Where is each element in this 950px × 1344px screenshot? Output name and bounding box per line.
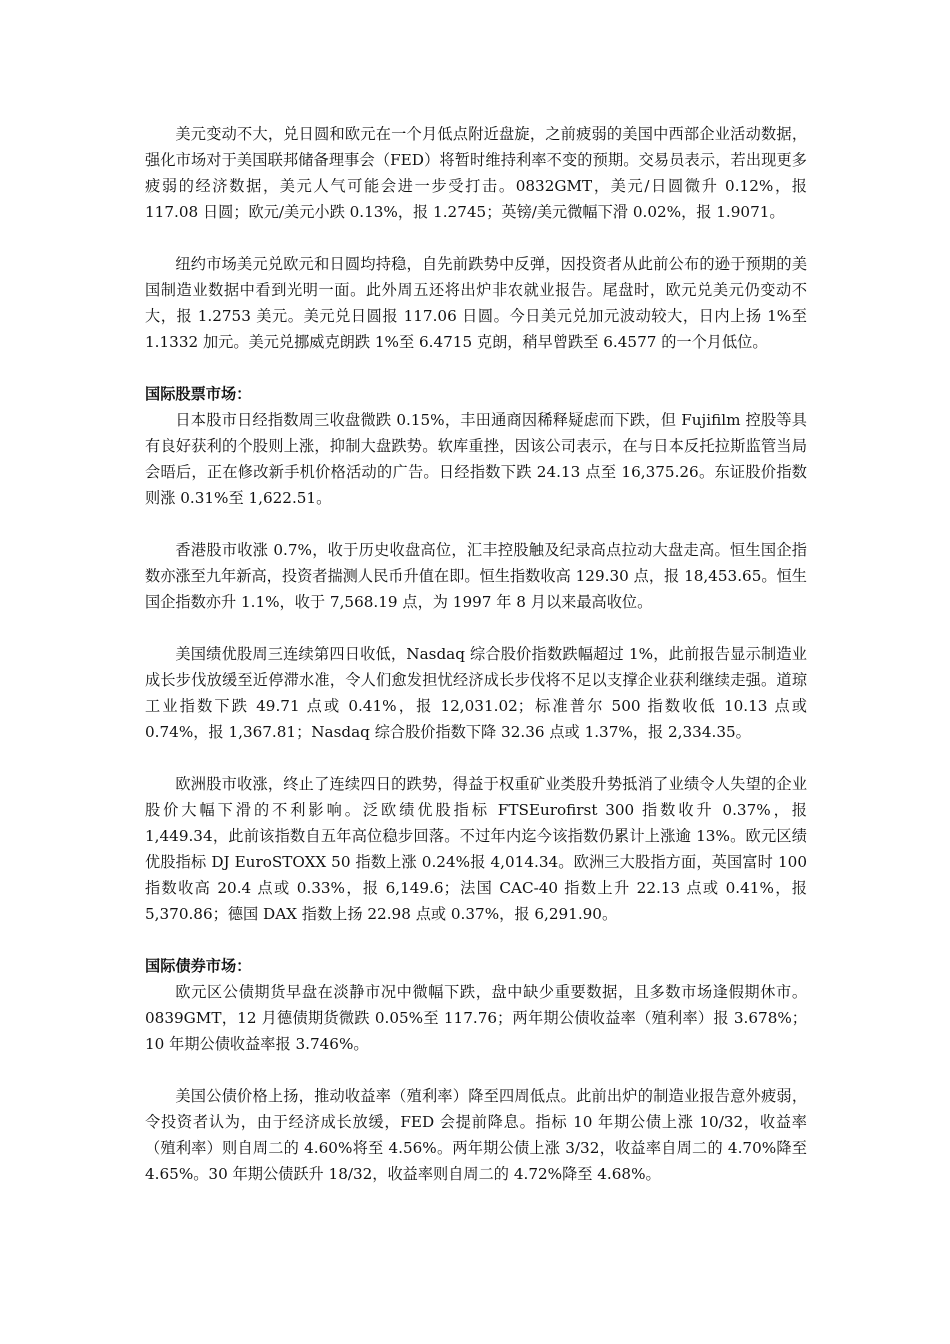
paragraph-fx-newyork: 纽约市场美元兑欧元和日圆均持稳，自先前跌势中反弹，因投资者从此前公布的逊于预期的美国制造业数据中看到光明一面。此外周五还将出炉非农就业报告。尾盘时，欧元兑美元仍变动不大，报 1.2753 美元。美元兑日圆报 117.06 日圆。今日美元兑加元波动较大，日内上扬 1%至 1.1332 加元。美元兑挪威克朗跌 1%至 6.4715 克朗，稍早曾跌至 6.4577 的一个月低位。: [145, 255, 807, 351]
paragraph-us-bonds: 美国公债价格上扬，推动收益率（殖利率）降至四周低点。此前出炉的制造业报告意外疲弱，令投资者认为，由于经济成长放缓，FED 会提前降息。指标 10 年期公债上涨 10/32，收益率（殖利率）则自周二的 4.60%将至 4.56%。两年期公债上涨 3/32，收益率自周二的 4.70%降至 4.65%。30 年期公债跃升 18/32，收益率则自周二的 4.72%降至 4.68%。: [145, 1087, 807, 1183]
paragraph-gap: [145, 225, 807, 251]
document-page: [145, 121, 807, 1187]
paragraph-gap: [145, 927, 807, 953]
paragraph-gap: [145, 1057, 807, 1083]
paragraph-gap: [145, 511, 807, 537]
paragraph-euro-bonds: 欧元区公债期货早盘在淡静市况中微幅下跌，盘中缺少重要数据，且多数市场逢假期休市。0839GMT，12 月德债期货微跌 0.05%至 117.76；两年期公债收益率（殖利率）报 3.678%；10 年期公债收益率报 3.746%。: [145, 983, 807, 1053]
paragraph-gap: [145, 615, 807, 641]
section-heading-bonds: 国际债券市场：: [145, 957, 252, 975]
paragraph-us-stocks: 美国绩优股周三连续第四日收低，Nasdaq 综合股价指数跌幅超过 1%，此前报告显示制造业成长步伐放缓至近停滞水准，令人们愈发担忧经济成长步伐将不足以支撑企业获利继续走强。道琼工业指数下跌 49.71 点或 0.41%，报 12,031.02；标准普尔 500 指数收低 10.13 点或 0.74%，报 1,367.81；Nasdaq 综合股价指数下降 32.36 点或 1.37%，报 2,334.35。: [145, 645, 807, 741]
paragraph-gap: [145, 745, 807, 771]
paragraph-gap: [145, 355, 807, 381]
paragraph-hongkong-stocks: 香港股市收涨 0.7%，收于历史收盘高位，汇丰控股触及纪录高点拉动大盘走高。恒生国企指数亦涨至九年新高，投资者揣测人民币升值在即。恒生指数收高 129.30 点，报 18,453.65。恒生国企指数亦升 1.1%，收于 7,568.19 点，为 1997 年 8 月以来最高收位。: [145, 541, 807, 611]
section-heading-equities: 国际股票市场：: [145, 385, 252, 403]
paragraph-europe-stocks: 欧洲股市收涨，终止了连续四日的跌势，得益于权重矿业类股升势抵消了业绩令人失望的企业股价大幅下滑的不利影响。泛欧绩优股指标 FTSEurofirst 300 指数收升 0.37%，报 1,449.34，此前该指数自五年高位稳步回落。不过年内迄今该指数仍累计上涨逾 13%。欧元区绩优股指标 DJ EuroSTOXX 50 指数上涨 0.24%报 4,014.34。欧洲三大股指方面，英国富时 100 指数收高 20.4 点或 0.33%，报 6,149.6；法国 CAC-40 指数上升 22.13 点或 0.41%，报 5,370.86；德国 DAX 指数上扬 22.98 点或 0.37%，报 6,291.90。: [145, 775, 807, 923]
paragraph-japan-stocks: 日本股市日经指数周三收盘微跌 0.15%，丰田通商因稀释疑虑而下跌，但 Fujifilm 控股等具有良好获利的个股则上涨，抑制大盘跌势。软库重挫，因该公司表示，在与日本反托拉斯监管当局会晤后，正在修改新手机价格活动的广告。日经指数下跌 24.13 点至 16,375.26。东证股价指数则涨 0.31%至 1,622.51。: [145, 411, 807, 507]
paragraph-fx-asia: 美元变动不大，兑日圆和欧元在一个月低点附近盘旋，之前疲弱的美国中西部企业活动数据，强化市场对于美国联邦储备理事会（FED）将暂时维持利率不变的预期。交易员表示，若出现更多疲弱的经济数据，美元人气可能会进一步受打击。0832GMT，美元/日圆微升 0.12%，报 117.08 日圆；欧元/美元小跌 0.13%，报 1.2745；英镑/美元微幅下滑 0.02%，报 1.9071。: [145, 125, 807, 221]
